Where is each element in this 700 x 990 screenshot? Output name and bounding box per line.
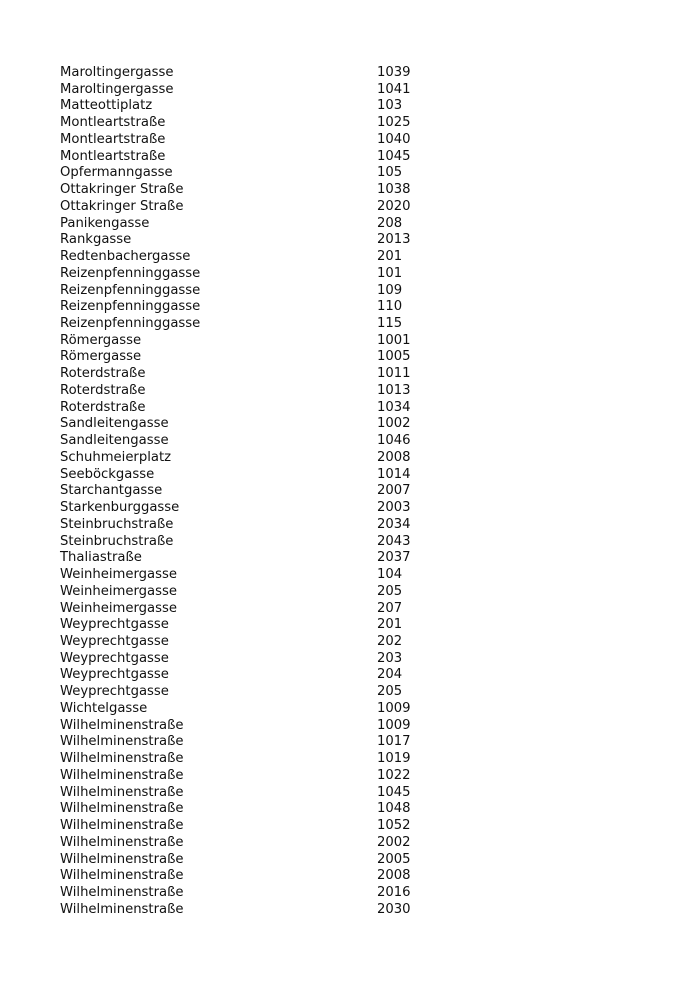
street-number: 208 xyxy=(377,215,403,231)
street-name: Weinheimergasse xyxy=(60,600,177,616)
street-name: Ottakringer Straße xyxy=(60,182,184,198)
street-number: 105 xyxy=(377,165,403,181)
street-name: Wilhelminenstraße xyxy=(60,767,184,783)
street-number: 1014 xyxy=(377,466,411,482)
street-number: 2007 xyxy=(377,483,411,499)
list-row xyxy=(60,902,440,919)
street-name: Montleartstraße xyxy=(60,131,166,147)
street-number-list xyxy=(60,65,440,918)
street-name: Redtenbachergasse xyxy=(60,249,191,265)
street-number: 1002 xyxy=(377,416,411,432)
street-name: Roterdstraße xyxy=(60,366,146,382)
street-number: 205 xyxy=(377,684,403,700)
street-number: 1040 xyxy=(377,131,411,147)
street-name: Römergasse xyxy=(60,332,142,348)
street-number: 1025 xyxy=(377,115,411,131)
list-row xyxy=(60,232,440,249)
street-number: 103 xyxy=(377,98,403,114)
list-row xyxy=(60,65,440,82)
street-name: Wilhelminenstraße xyxy=(60,751,184,767)
street-name: Matteottiplatz xyxy=(60,98,153,114)
street-number: 2008 xyxy=(377,868,411,884)
street-name: Seeböckgasse xyxy=(60,466,155,482)
list-row xyxy=(60,634,440,651)
street-name: Wilhelminenstraße xyxy=(60,868,184,884)
list-row xyxy=(60,349,440,366)
list-row xyxy=(60,500,440,517)
list-row xyxy=(60,835,440,852)
street-number: 1045 xyxy=(377,148,411,164)
street-name: Ottakringer Straße xyxy=(60,198,184,214)
list-row xyxy=(60,885,440,902)
list-row xyxy=(60,98,440,115)
street-name: Wilhelminenstraße xyxy=(60,734,184,750)
street-name: Weinheimergasse xyxy=(60,567,177,583)
list-row xyxy=(60,416,440,433)
street-name: Schuhmeierplatz xyxy=(60,449,172,465)
list-row xyxy=(60,550,440,567)
street-number: 1011 xyxy=(377,366,411,382)
street-number: 1039 xyxy=(377,65,411,80)
list-row xyxy=(60,868,440,885)
street-number: 2020 xyxy=(377,198,411,214)
street-number: 2013 xyxy=(377,232,411,248)
list-row xyxy=(60,249,440,266)
list-row xyxy=(60,165,440,182)
street-number: 2016 xyxy=(377,884,411,900)
street-number: 2037 xyxy=(377,550,411,566)
list-row xyxy=(60,667,440,684)
street-name: Weyprechtgasse xyxy=(60,684,169,700)
list-row xyxy=(60,467,440,484)
street-name: Wilhelminenstraße xyxy=(60,834,184,850)
street-number: 2034 xyxy=(377,516,411,532)
list-row xyxy=(60,199,440,216)
street-name: Maroltingergasse xyxy=(60,81,174,97)
street-name: Rankgasse xyxy=(60,232,132,248)
street-number: 110 xyxy=(377,299,403,315)
street-number: 205 xyxy=(377,583,403,599)
street-number: 1052 xyxy=(377,818,411,834)
list-row xyxy=(60,684,440,701)
street-number: 201 xyxy=(377,617,403,633)
street-number: 1019 xyxy=(377,751,411,767)
list-row xyxy=(60,366,440,383)
street-name: Montleartstraße xyxy=(60,148,166,164)
street-number: 1041 xyxy=(377,81,411,97)
street-name: Reizenpfenninggasse xyxy=(60,282,201,298)
street-number: 115 xyxy=(377,316,403,332)
list-row xyxy=(60,785,440,802)
list-row xyxy=(60,852,440,869)
street-name: Thaliastraße xyxy=(60,550,142,566)
street-number: 207 xyxy=(377,600,403,616)
list-row xyxy=(60,768,440,785)
list-row xyxy=(60,617,440,634)
list-row xyxy=(60,383,440,400)
list-row xyxy=(60,818,440,835)
street-name: Weyprechtgasse xyxy=(60,667,169,683)
street-number: 1038 xyxy=(377,182,411,198)
street-number: 1045 xyxy=(377,784,411,800)
list-row xyxy=(60,801,440,818)
street-number: 1034 xyxy=(377,399,411,415)
list-row xyxy=(60,82,440,99)
street-name: Wilhelminenstraße xyxy=(60,851,184,867)
street-number: 104 xyxy=(377,567,403,583)
street-name: Steinbruchstraße xyxy=(60,533,174,549)
street-number: 2003 xyxy=(377,500,411,516)
list-row xyxy=(60,149,440,166)
street-number: 101 xyxy=(377,265,403,281)
list-row xyxy=(60,132,440,149)
list-row xyxy=(60,534,440,551)
street-name: Wichtelgasse xyxy=(60,700,148,716)
street-number: 2005 xyxy=(377,851,411,867)
street-name: Wilhelminenstraße xyxy=(60,884,184,900)
list-row xyxy=(60,266,440,283)
street-name: Reizenpfenninggasse xyxy=(60,265,201,281)
street-name: Panikengasse xyxy=(60,215,150,231)
street-number: 1013 xyxy=(377,382,411,398)
street-name: Weyprechtgasse xyxy=(60,633,169,649)
street-number: 1046 xyxy=(377,433,411,449)
street-name: Starkenburggasse xyxy=(60,500,180,516)
street-name: Wilhelminenstraße xyxy=(60,784,184,800)
list-row xyxy=(60,701,440,718)
street-name: Roterdstraße xyxy=(60,399,146,415)
street-name: Sandleitengasse xyxy=(60,416,169,432)
list-row xyxy=(60,115,440,132)
street-number: 1009 xyxy=(377,700,411,716)
list-row xyxy=(60,299,440,316)
list-row xyxy=(60,283,440,300)
street-name: Starchantgasse xyxy=(60,483,163,499)
list-row xyxy=(60,316,440,333)
street-number: 204 xyxy=(377,667,403,683)
list-row xyxy=(60,567,440,584)
street-name: Opfermanngasse xyxy=(60,165,173,181)
street-name: Roterdstraße xyxy=(60,382,146,398)
street-name: Montleartstraße xyxy=(60,115,166,131)
list-row xyxy=(60,651,440,668)
street-number: 203 xyxy=(377,650,403,666)
list-row xyxy=(60,483,440,500)
street-number: 1009 xyxy=(377,717,411,733)
street-name: Wilhelminenstraße xyxy=(60,818,184,834)
street-name: Wilhelminenstraße xyxy=(60,901,184,917)
street-name: Römergasse xyxy=(60,349,142,365)
street-number: 2043 xyxy=(377,533,411,549)
list-row xyxy=(60,517,440,534)
street-number: 2008 xyxy=(377,449,411,465)
street-name: Weyprechtgasse xyxy=(60,650,169,666)
street-name: Weinheimergasse xyxy=(60,583,177,599)
street-number: 1005 xyxy=(377,349,411,365)
list-row xyxy=(60,433,440,450)
list-row xyxy=(60,450,440,467)
street-name: Reizenpfenninggasse xyxy=(60,299,201,315)
list-row xyxy=(60,751,440,768)
street-number: 2002 xyxy=(377,834,411,850)
street-name: Reizenpfenninggasse xyxy=(60,316,201,332)
street-name: Steinbruchstraße xyxy=(60,516,174,532)
list-row xyxy=(60,584,440,601)
list-row xyxy=(60,601,440,618)
street-number: 201 xyxy=(377,249,403,265)
list-row xyxy=(60,734,440,751)
street-name: Sandleitengasse xyxy=(60,433,169,449)
street-number: 1017 xyxy=(377,734,411,750)
list-row xyxy=(60,182,440,199)
street-number: 109 xyxy=(377,282,403,298)
list-row xyxy=(60,333,440,350)
street-name: Weyprechtgasse xyxy=(60,617,169,633)
list-row xyxy=(60,400,440,417)
street-number: 202 xyxy=(377,633,403,649)
street-number: 1022 xyxy=(377,767,411,783)
street-number: 1001 xyxy=(377,332,411,348)
street-number: 2030 xyxy=(377,901,411,917)
street-number: 1048 xyxy=(377,801,411,817)
street-name: Wilhelminenstraße xyxy=(60,717,184,733)
street-name: Maroltingergasse xyxy=(60,65,174,80)
street-name: Wilhelminenstraße xyxy=(60,801,184,817)
list-row xyxy=(60,216,440,233)
list-row xyxy=(60,718,440,735)
